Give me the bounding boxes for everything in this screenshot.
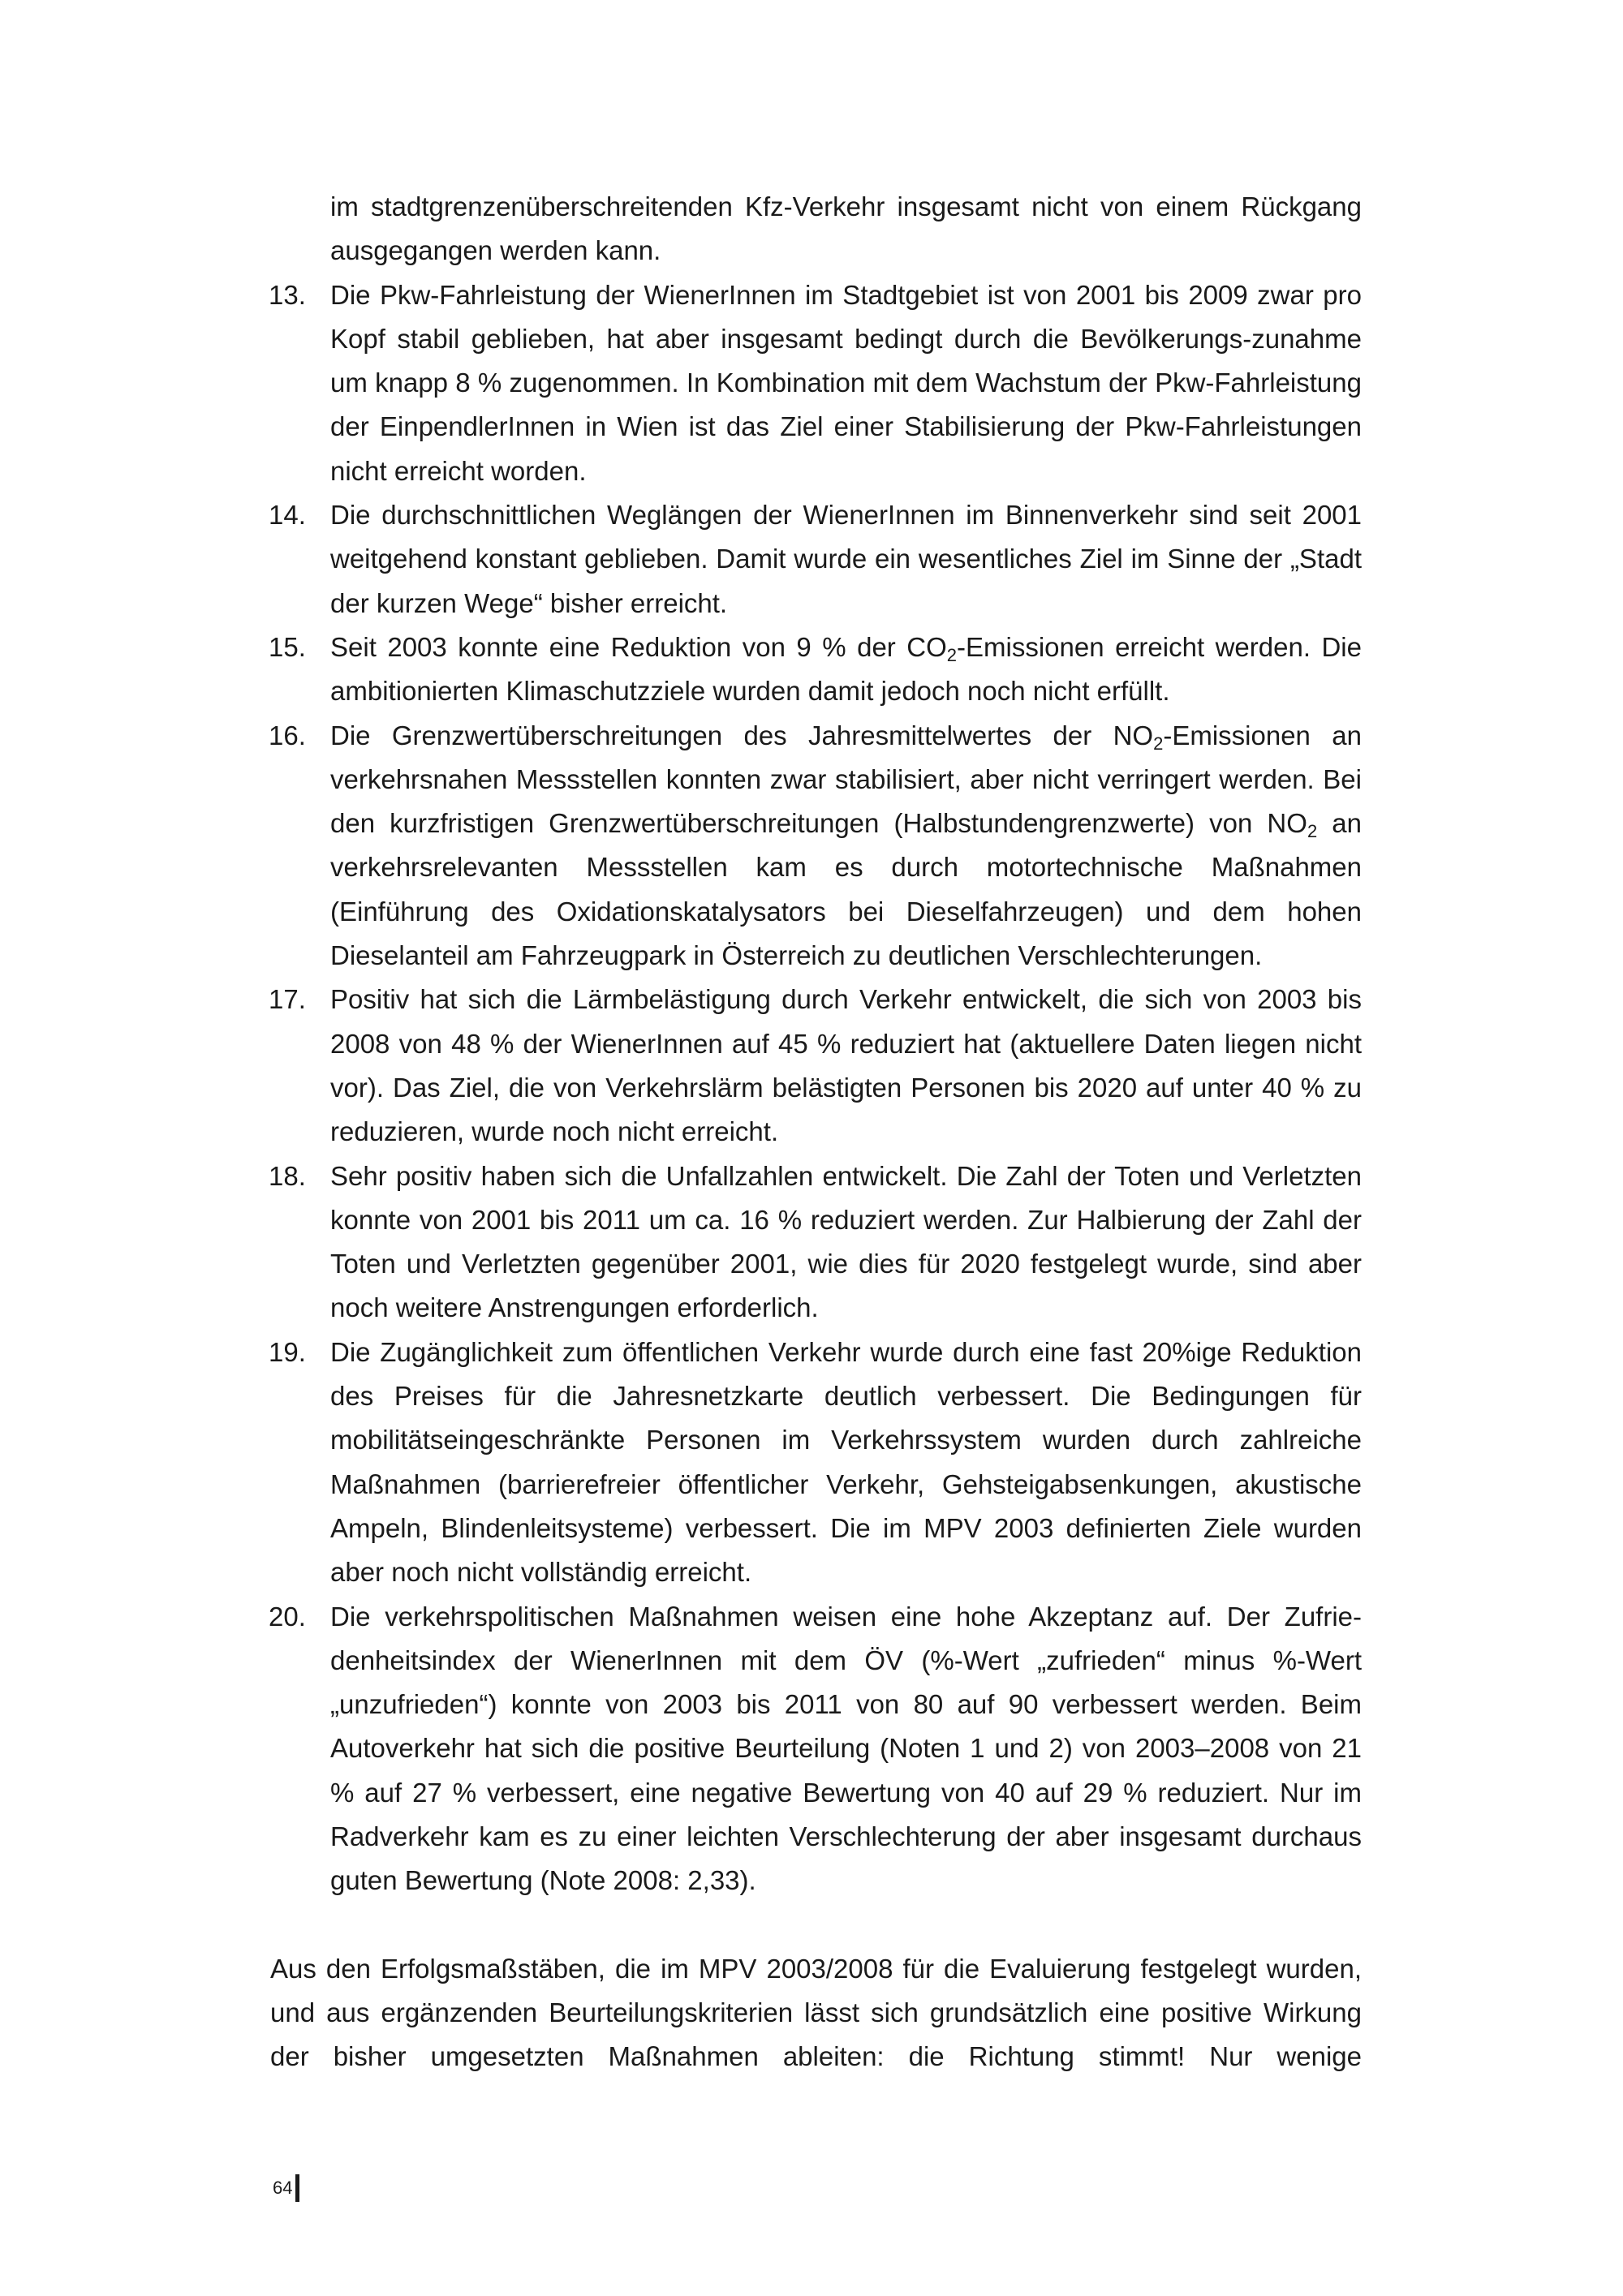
text-segment: Die Grenzwertüberschreitungen des Jahresmittelwertes der NO xyxy=(330,720,1154,750)
subscript: 2 xyxy=(946,644,958,665)
intro-text: im stadtgrenzenüberschreitenden Kfz-Verkehr insgesamt nicht von einem Rückgang ausgegangen werden kann. xyxy=(330,191,1362,266)
text-segment: -Emissionen erreicht werden. Die ambitionierten Klimaschutzziele wurden damit jedoch noch nicht erfüllt. xyxy=(330,631,1362,707)
text-segment: an verkehrsrelevanten Messstellen kam es durch motortechnische Maßnahmen (Einführung des Oxidationskatalysators bei Dieselfahrzeugen) und dem hohen Dieselanteil am Fahrzeugpark in Österreich zu deutlichen Verschlechterungen. xyxy=(330,808,1362,971)
list-item-14 xyxy=(270,493,1362,626)
list-item-18 xyxy=(270,1154,1362,1331)
closing-paragraph: Aus den Erfolgsmaßstäben, die im MPV 2003/2008 für die Evaluierung festgelegt wurden, und aus ergänzenden Beurteilungskriterien lässt sich grundsätzlich eine positive Wirkung der bisher umgesetzten Maßnahmen ableiten: die Richtung stimmt! Nur wenige xyxy=(270,1953,1362,2072)
list-number: 13. xyxy=(269,279,306,310)
list-number: 18. xyxy=(269,1160,306,1191)
list-item-20 xyxy=(270,1595,1362,1903)
list-item-15 xyxy=(270,626,1362,714)
text-segment: Seit 2003 konnte eine Reduktion von 9 % der CO xyxy=(330,631,947,662)
list-number: 15. xyxy=(269,631,306,662)
closing-paragraph-block xyxy=(270,1947,1362,2079)
subscript: 2 xyxy=(1153,733,1164,754)
text-segment: -Emissionen an verkehrsnahen Messstellen konnten zwar stabilisiert, aber nicht verringert werden. Bei den kurzfristigen Grenzwertüberschreitungen (Halbstundengrenzwerte) von NO xyxy=(330,720,1362,839)
list-text: Sehr positiv haben sich die Unfallzahlen entwickelt. Die Zahl der Toten und Verletzten konnte von 2001 bis 2011 um ca. 16 % reduziert werden. Zur Halbierung der Zahl der Toten und Verletzten gegenüber 2001, wie dies für 2020 festgelegt wurde, sind aber noch weitere Anstrengungen erforderlich. xyxy=(330,1160,1362,1323)
list-item-19 xyxy=(270,1331,1362,1595)
list-text: Die Zugänglichkeit zum öffentlichen Verkehr wurde durch eine fast 20%ige Reduktion des Preises für die Jahresnetzkarte deutlich verbessert. Die Bedingungen für mobilitätseingeschränkte Personen im Verkehrssystem wurden durch zahlreiche Maßnahmen (barrierefreier öffentlicher Verkehr, Gehsteigabsenkungen, akustische Ampeln, Blindenleitsysteme) verbessert. Die im MPV 2003 definierten Ziele wurden aber noch nicht vollständig erreicht. xyxy=(330,1336,1362,1588)
list-item-continued xyxy=(270,185,1362,273)
list-text xyxy=(330,626,1362,714)
list-item-13 xyxy=(270,273,1362,493)
list-number: 19. xyxy=(269,1336,306,1367)
list-item-16 xyxy=(270,714,1362,978)
list-text: Die Pkw-Fahrleistung der WienerInnen im Stadtgebiet ist von 2001 bis 2009 zwar pro Kopf stabil geblieben, hat aber insgesamt bedingt durch die Bevölkerungs-zunahme um knapp 8 % zugenommen. In Kombination mit dem Wachstum der Pkw-Fahrleistung der EinpendlerInnen in Wien ist das Ziel einer Stabilisierung der Pkw-Fahrleistungen nicht erreicht worden. xyxy=(330,279,1362,486)
list-number: 17. xyxy=(269,984,306,1015)
page-number: 64 xyxy=(273,2178,293,2198)
list-number: 20. xyxy=(269,1601,306,1632)
list-text: Die durchschnittlichen Weglängen der WienerInnen im Binnenverkehr sind seit 2001 weitgehend konstant geblieben. Damit wurde ein wesentliches Ziel im Sinne der „Stadt der kurzen Wege“ bisher erreicht. xyxy=(330,500,1362,618)
list-item-17 xyxy=(270,978,1362,1154)
page-footer xyxy=(273,2174,299,2202)
list-number: 16. xyxy=(269,720,306,750)
subscript: 2 xyxy=(1307,821,1318,842)
body-text xyxy=(270,185,1362,2079)
list-text xyxy=(330,714,1362,978)
page-number-bar xyxy=(295,2174,299,2202)
list-text: Positiv hat sich die Lärmbelästigung durch Verkehr entwickelt, die sich von 2003 bis 2008 von 48 % der WienerInnen auf 45 % reduziert hat (aktuellere Daten liegen nicht vor). Das Ziel, die von Verkehrslärm belästigten Personen bis 2020 auf unter 40 % zu reduzieren, wurde noch nicht erreicht. xyxy=(330,984,1362,1147)
list-text: Die verkehrspolitischen Maßnahmen weisen eine hohe Akzeptanz auf. Der Zufrie-denheitsindex der WienerInnen mit dem ÖV (%-Wert „zufrieden“ minus %-Wert „unzufrieden“) konnte von 2003 bis 2011 von 80 auf 90 verbessert werden. Beim Autoverkehr hat sich die positive Beurteilung (Noten 1 und 2) von 2003–2008 von 21 % auf 27 % verbessert, eine negative Bewertung von 40 auf 29 % reduziert. Nur im Radverkehr kam es zu einer leichten Verschlechterung der aber insgesamt durchaus guten Bewertung (Note 2008: 2,33). xyxy=(330,1601,1362,1896)
list-number: 14. xyxy=(269,500,306,531)
